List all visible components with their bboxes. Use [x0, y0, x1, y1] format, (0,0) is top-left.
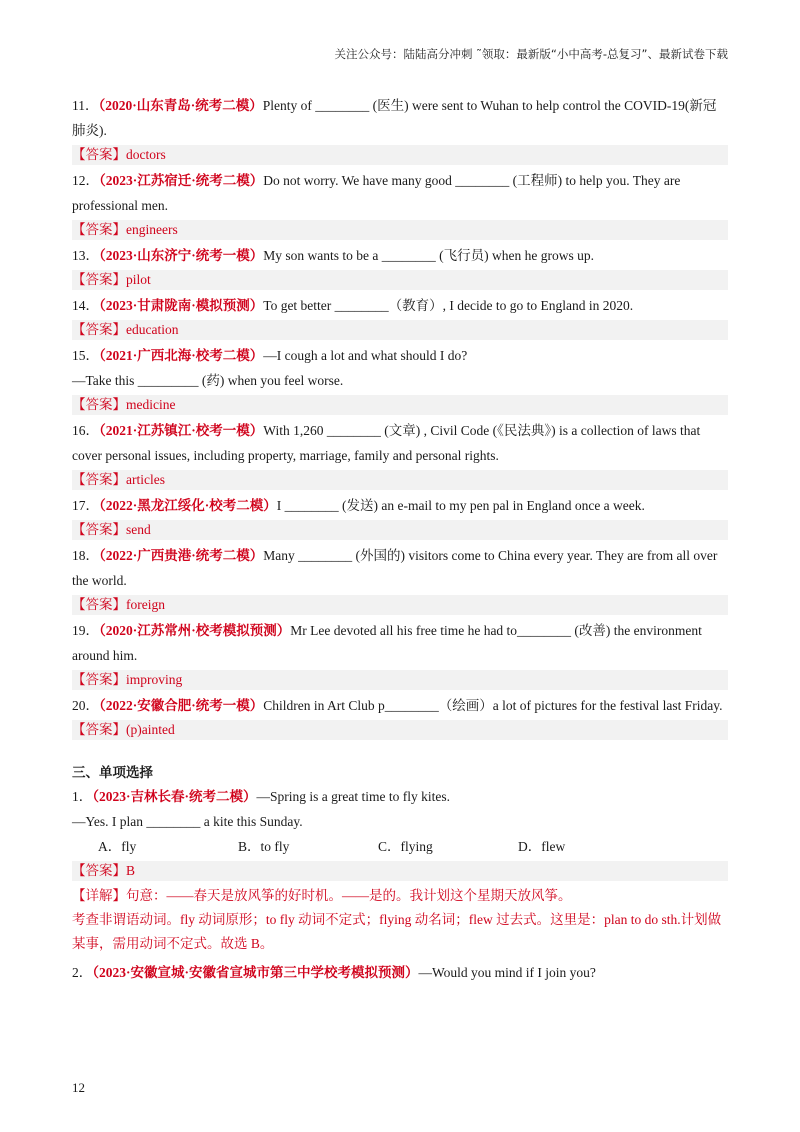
answer-line: 【答案】(p)ainted [72, 720, 728, 740]
answer-line: 【答案】foreign [72, 595, 728, 615]
question-18 [72, 543, 728, 615]
answer-options [72, 834, 728, 859]
question-11 [72, 93, 728, 165]
section-title: 三、单项选择 [72, 765, 153, 781]
answer-line: 【答案】improving [72, 670, 728, 690]
answer-line: 【答案】send [72, 520, 728, 540]
question-text: 11．（2020·山东青岛·统考二模）Plenty of ________ (医生) were sent to Wuhan to help control the COVID-19(新冠肺炎). [72, 98, 717, 138]
answer-line: 【答案】doctors [72, 145, 728, 165]
explanation-line: 【详解】句意：——春天是放风筝的好时机。——是的。我计划这个星期天放风筝。 [72, 888, 572, 903]
question-text-line2: —Yes. I plan ________ a kite this Sunday. [72, 814, 303, 829]
question-text: 20．（2022·安徽合肥·统考一模）Children in Art Club p________（绘画）a lot of pictures for the festival last Friday. [72, 698, 723, 713]
option-a: A．fly [98, 839, 137, 854]
question-text: 18．（2022·广西贵港·统考二模）Many ________ (外国的) visitors come to China every year. They are from all over the world. [72, 548, 718, 588]
answer-line: 【答案】B [72, 861, 728, 881]
question-text: 15．（2021·广西北海·校考二模）—I cough a lot and what should I do? [72, 348, 468, 363]
question-text: 14．（2023·甘肃陇南·模拟预测）To get better ________（教育）, I decide to go to England in 2020. [72, 298, 634, 313]
question-17 [72, 493, 728, 540]
option-b: B．to fly [238, 839, 290, 854]
mc-question-1 [72, 784, 728, 956]
answer-line: 【答案】engineers [72, 220, 728, 240]
question-text: 17．（2022·黑龙江绥化·校考二模）I ________ (发送) an e-mail to my pen pal in England once a week. [72, 498, 645, 513]
question-13 [72, 243, 728, 290]
question-text-line2: —Take this _________ (药) when you feel worse. [72, 373, 344, 388]
question-text: 13．（2023·山东济宁·统考一模）My son wants to be a ________ (飞行员) when he grows up. [72, 248, 594, 263]
answer-line: 【答案】education [72, 320, 728, 340]
question-text: 1．（2023·吉林长春·统考二模）—Spring is a great time to fly kites. [72, 789, 450, 804]
question-19 [72, 618, 728, 690]
page-header: 关注公众号：陆陆高分冲刺 ˜领取：最新版“小中高考-总复习”、最新试卷下载 [334, 47, 728, 61]
answer-line: 【答案】pilot [72, 270, 728, 290]
document-body [72, 93, 728, 985]
answer-line: 【答案】articles [72, 470, 728, 490]
question-text: 2．（2023·安徽宣城·安徽省宣城市第三中学校考模拟预测）—Would you mind if I join you? [72, 965, 596, 980]
mc-question-2 [72, 960, 728, 985]
question-12 [72, 168, 728, 240]
explanation-detail: 考查非谓语动词。fly 动词原形；to fly 动词不定式；flying 动名词；flew 过去式。这里是：plan to do sth.计划做某事，需用动词不定式。故选 B。 [72, 912, 722, 951]
question-15 [72, 343, 728, 415]
question-16 [72, 418, 728, 490]
option-d: D．flew [518, 839, 566, 854]
option-c: C．flying [378, 839, 433, 854]
question-text: 12．（2023·江苏宿迁·统考二模）Do not worry. We have many good ________ (工程师) to help you. They are professional men. [72, 173, 681, 213]
question-20 [72, 693, 728, 740]
page-number: 12 [72, 1080, 85, 1095]
question-text: 19．（2020·江苏常州·校考模拟预测）Mr Lee devoted all his free time he had to________ (改善) the environment around him. [72, 623, 702, 663]
question-text: 16．（2021·江苏镇江·校考一模）With 1,260 ________ (文章) , Civil Code (《民法典》) is a collection of laws that cover personal issues, including property, marriage, family and personal rights. [72, 423, 701, 463]
question-14 [72, 293, 728, 340]
answer-line: 【答案】medicine [72, 395, 728, 415]
